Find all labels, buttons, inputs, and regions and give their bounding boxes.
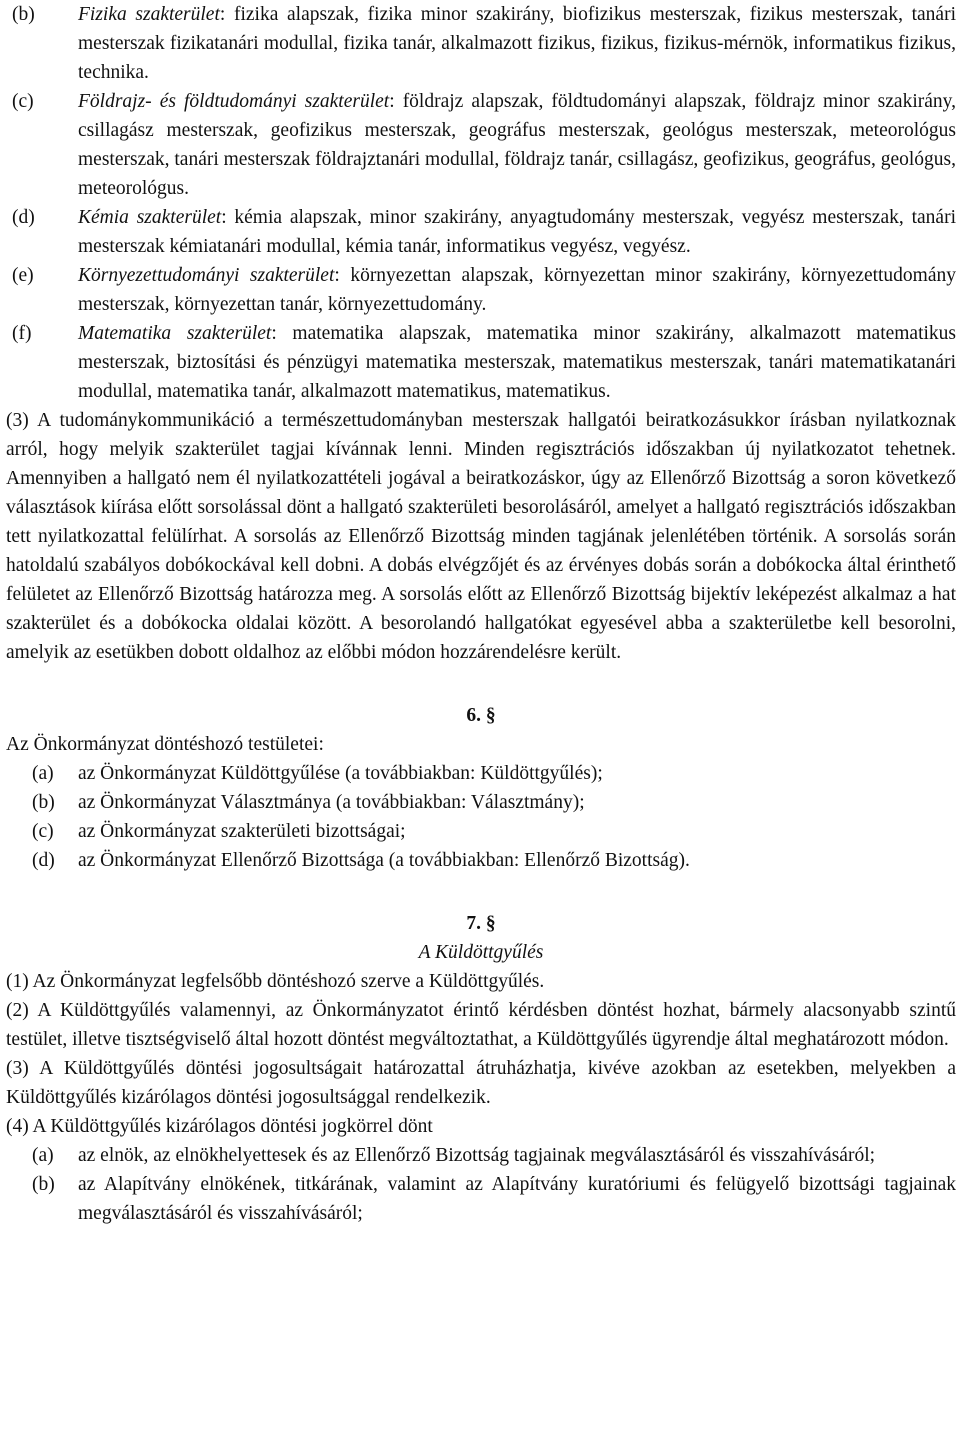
section-6-item-d [6,846,956,875]
list-item-e-kornyezet [6,261,956,319]
item-label: (b) [12,4,35,25]
item-body: : környezettan alapszak, környezettan minor szakirány, környezettudomány mesterszak, környezettan tanár, környezettudomány. [78,265,957,315]
item-label: (c) [32,821,54,842]
item-title: Kémia szakterület [78,207,222,228]
item-label: (e) [12,265,34,286]
item-body: : kémia alapszak, minor szakirány, anyagtudomány mesterszak, vegyész mesterszak, tanári mesterszak kémiatanári modullal, kémia tanár, informatikus vegyész, vegyész. [78,207,956,257]
section-6-item-b [6,788,956,817]
item-title: Földrajz- és földtudományi szakterület [78,91,390,112]
item-text: az Önkormányzat Ellenőrző Bizottsága (a továbbiakban: Ellenőrző Bizottság). [78,850,690,871]
item-body: : matematika alapszak, matematika minor szakirány, alkalmazott matematikus mesterszak, biztosítási és pénzügyi matematika mesterszak, matematikus mesterszak, tanári matematikatanári modullal, matematika tanár, alkalmazott matematikus, matematikus. [78,323,957,402]
list-item-f-matematika [6,319,956,406]
item-title: Matematika szakterület [78,323,272,344]
section-6-intro: Az Önkormányzat döntéshozó testületei: [6,734,324,755]
section-7-paragraph-4: (4) A Küldöttgyűlés kizárólagos döntési jogkörrel dönt [6,1116,433,1137]
item-text: az Önkormányzat Választmánya (a továbbiakban: Választmány); [78,792,585,813]
item-body: : földrajz alapszak, földtudományi alapszak, földrajz minor szakirány, csillagász mesterszak, geofizikus mesterszak, geográfus mesterszak, geológus mesterszak, meteorológus mesterszak, tanári mesterszak földrajztanári modullal, földrajz tanár, csillagász, geofizikus, geográfus, geológus, meteorológus. [78,91,957,199]
section-6-item-c [6,817,956,846]
item-title: Környezettudományi szakterület [78,265,335,286]
list-item-c-foldrajz [6,87,956,203]
list-item-b-fizika [6,0,956,87]
item-label: (b) [32,1174,55,1195]
item-label: (f) [12,323,32,344]
section-7-subheading: A Küldöttgyűlés [418,942,544,963]
paragraph-3: (3) A tudománykommunikáció a természettudományban mesterszak hallgatói beiratkozásukkor írásban nyilatkoznak arról, hogy melyik szakterület tagjai kívánnak lenni. Minden regisztrációs időszakban új nyilatkozatot tehetnek. Amennyiben a hallgató nem él nyilatkozattételi jogával a beiratkozáskor, úgy az Ellenőrző Bizottság a soron következő választások kiírása előtt sorsolással dönt a hallgató szakterületi besorolásáról, amelyet a hallgató regisztrációs időszakban tett nyilatkozattal felülírhat. A sorsolás az Ellenőrző Bizottság minden tagjának jelenlétében történik. A sorsolás során hatoldalú szabályos dobókockával kell dobni. A dobás elvégzőjét és az érvényes dobás során a dobókocka által érinthető felületet az Ellenőrző Bizottság határozza meg. A sorsolás előtt az Ellenőrző Bizottság bijektív leképezést alkalmaz a hat szakterület és a dobókocka oldalai között. A besorolandó hallgatókat egyesével abba a szakterületbe kell besorolni, amelyik az esetükben dobott oldalhoz az előbbi módon hozzárendelésre került. [6,410,956,663]
section-6-item-a [6,759,956,788]
item-title: Fizika szakterület [78,4,220,25]
section-7-paragraph-1: (1) Az Önkormányzat legfelsőbb döntéshozó szerve a Küldöttgyűlés. [6,971,545,992]
item-label: (c) [12,91,34,112]
section-7-paragraph-3: (3) A Küldöttgyűlés döntési jogosultságait határozattal átruházhatja, kivéve azokban az esetekben, melyekben a Küldöttgyűlés kizárólagos döntési jogosultsággal rendelkezik. [6,1058,956,1108]
list-item-d-kemia [6,203,956,261]
section-7-heading: 7. § [466,913,496,934]
item-body: : fizika alapszak, fizika minor szakirány, biofizikus mesterszak, fizikus mesterszak, tanári mesterszak fizikatanári modullal, fizika tanár, alkalmazott fizikus, fizikus, fizikus-mérnök, informatikus fizikus, technika. [78,4,956,83]
item-label: (b) [32,792,55,813]
item-label: (a) [32,1145,54,1166]
item-text: az elnök, az elnökhelyettesek és az Ellenőrző Bizottság tagjainak megválasztásáról és visszahívásáról; [78,1145,876,1166]
item-label: (d) [12,207,35,228]
section-6-heading: 6. § [466,705,496,726]
section-7-item-b [6,1170,956,1228]
section-7-item-a [6,1141,956,1170]
item-label: (d) [32,850,55,871]
section-7-paragraph-2: (2) A Küldöttgyűlés valamennyi, az Önkormányzatot érintő kérdésben döntést hozhat, bármely alacsonyabb szintű testület, illetve tisztségviselő által hozott döntést megváltoztathat, a Küldöttgyűlés ügyrendje által meghatározott módon. [6,1000,956,1050]
item-text: az Önkormányzat Küldöttgyűlése (a továbbiakban: Küldöttgyűlés); [78,763,603,784]
item-label: (a) [32,763,54,784]
item-text: az Önkormányzat szakterületi bizottságai; [78,821,406,842]
item-text: az Alapítvány elnökének, titkárának, valamint az Alapítvány kuratóriumi és felügyelő bizottsági tagjainak megválasztásáról és visszahívásáról; [78,1174,956,1224]
